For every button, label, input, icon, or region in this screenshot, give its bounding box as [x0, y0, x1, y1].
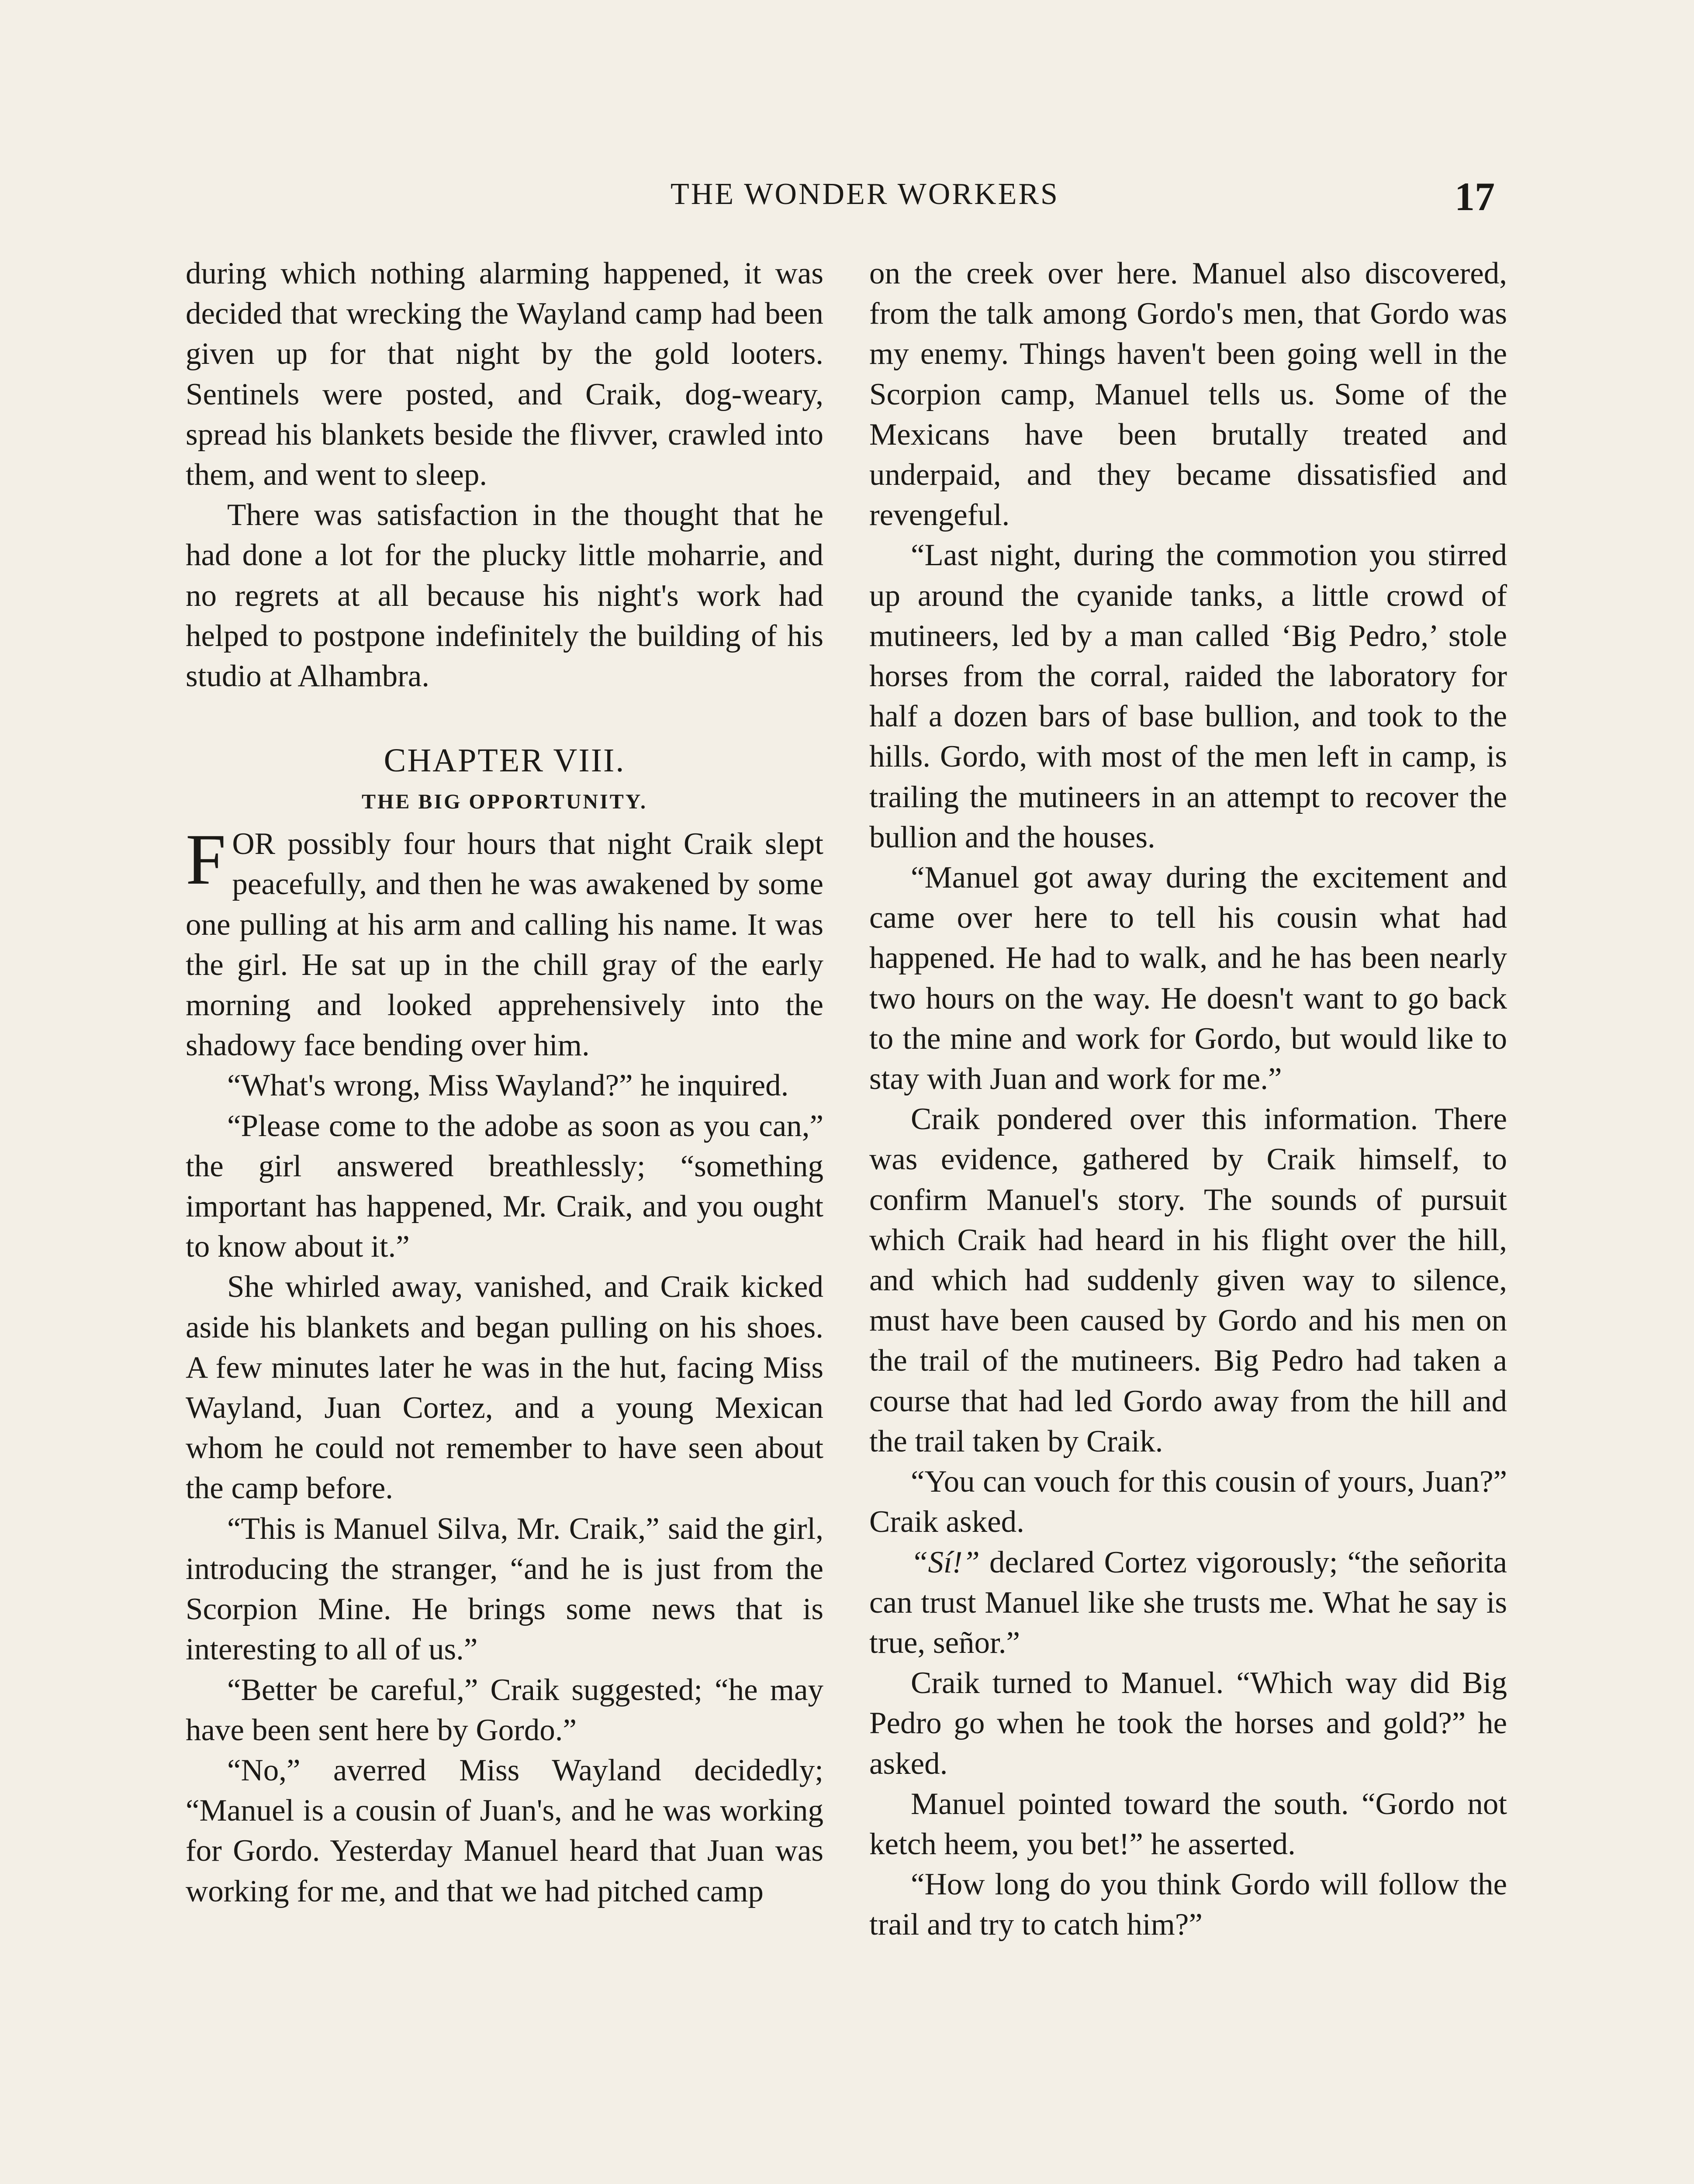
chapter-spacer [186, 696, 823, 736]
paragraph: “You can vouch for this cousin of yours, Juan?” Craik asked. [869, 1465, 1507, 1539]
paragraph: “Last night, during the commotion you stirred up around the cyanide tanks, a little crowd of mutineers, led by a man called ‘Big Pedro,’ stole horses from the corral, raided the laboratory for half a dozen bars of base bullion, and took to the hills. Gordo, with most of the men left in camp, is trailing the mutineers in an attempt to recover the bullion and the houses. [869, 538, 1507, 854]
italic-exclamation: “Sí!” [911, 1545, 980, 1579]
paragraph: “Please come to the adobe as soon as you can,” the girl answered breathlessly; “something important has happened, Mr. Craik, and you ought to know about it.” [186, 1109, 823, 1264]
paragraph: There was satisfaction in the thought that he had done a lot for the plucky little moharrie, and no regrets at all because his night's work had helped to postpone indefinitely the building of his studio at Alhambra. [186, 498, 823, 694]
paragraph: Manuel pointed toward the south. “Gordo not ketch heem, you bet!” he asserted. [869, 1787, 1507, 1861]
paragraph: on the creek over here. Manuel also discovered, from the talk among Gordo's men, that Gordo was my enemy. Things haven't been going well in the Scorpion camp, Manuel tells us. Some of the Mexicans have been brutally treated and underpaid, and they became dissatisfied and revengeful. [869, 256, 1507, 532]
right-column [869, 253, 1507, 1945]
opening-paragraph [186, 819, 823, 1065]
left-column [186, 253, 823, 1911]
page-number: 17 [1455, 174, 1495, 219]
paragraph: “This is Manuel Silva, Mr. Craik,” said the girl, introducing the stranger, “and he is just from the Scorpion Mine. He brings some news that is interesting to all of us.” [186, 1511, 823, 1667]
drop-cap: F [186, 819, 226, 900]
opening-paragraph-text: OR possibly four hours that night Craik slept peacefully, and then he was awakened by some one pulling at his arm and calling his name. It was the girl. He sat up in the chill gray of the early morning and looked apprehensively into the shadowy face bending over him. [186, 827, 823, 1063]
running-title: THE WONDER WORKERS [671, 177, 1059, 211]
paragraph [869, 1542, 1507, 1663]
chapter-title: CHAPTER VIII. [384, 742, 626, 779]
paragraph: “How long do you think Gordo will follow the trail and try to catch him?” [869, 1867, 1507, 1942]
paragraph: “Manuel got away during the excitement and came over here to tell his cousin what had happened. He had to walk, and he has been nearly two hours on the way. He doesn't want to go back to the mine and work for Gordo, but would like to stay with Juan and work for me.” [869, 860, 1507, 1096]
paragraph-text: declared Cortez vigorously; “the señorita can trust Manuel like she trusts me. What he say is true, señor.” [869, 1545, 1507, 1660]
paragraph: “What's wrong, Miss Wayland?” he inquired. [227, 1068, 789, 1103]
paragraph: during which nothing alarming happened, it was decided that wrecking the Wayland camp had been given up for that night by the gold looters. Sentinels were posted, and Craik, dog-weary, spread his blankets beside the flivver, crawled into them, and went to sleep. [186, 256, 823, 492]
paragraph: “Better be careful,” Craik suggested; “he may have been sent here by Gordo.” [186, 1673, 823, 1747]
paragraph: Craik pondered over this information. There was evidence, gathered by Craik himself, to confirm Manuel's story. The sounds of pursuit which Craik had heard in his flight over the hill, and which had suddenly given way to silence, must have been caused by Gordo and his men on the trail of the mutineers. Big Pedro had taken a course that had led Gordo away from the hill and the trail taken by Craik. [869, 1102, 1507, 1458]
paragraph: She whirled away, vanished, and Craik kicked aside his blankets and began pulling on his shoes. A few minutes later he was in the hut, facing Miss Wayland, Juan Cortez, and a young Mexican whom he could not remember to have seen about the camp before. [186, 1270, 823, 1506]
running-header [0, 174, 1694, 225]
paragraph: “No,” averred Miss Wayland decidedly; “Manuel is a cousin of Juan's, and he was working for Gordo. Yesterday Manuel heard that Juan was working for me, and that we had pitched camp [186, 1753, 823, 1908]
paragraph: Craik turned to Manuel. “Which way did Big Pedro go when he took the horses and gold?” he asked. [869, 1666, 1507, 1781]
chapter-subtitle: THE BIG OPPORTUNITY. [362, 790, 647, 814]
